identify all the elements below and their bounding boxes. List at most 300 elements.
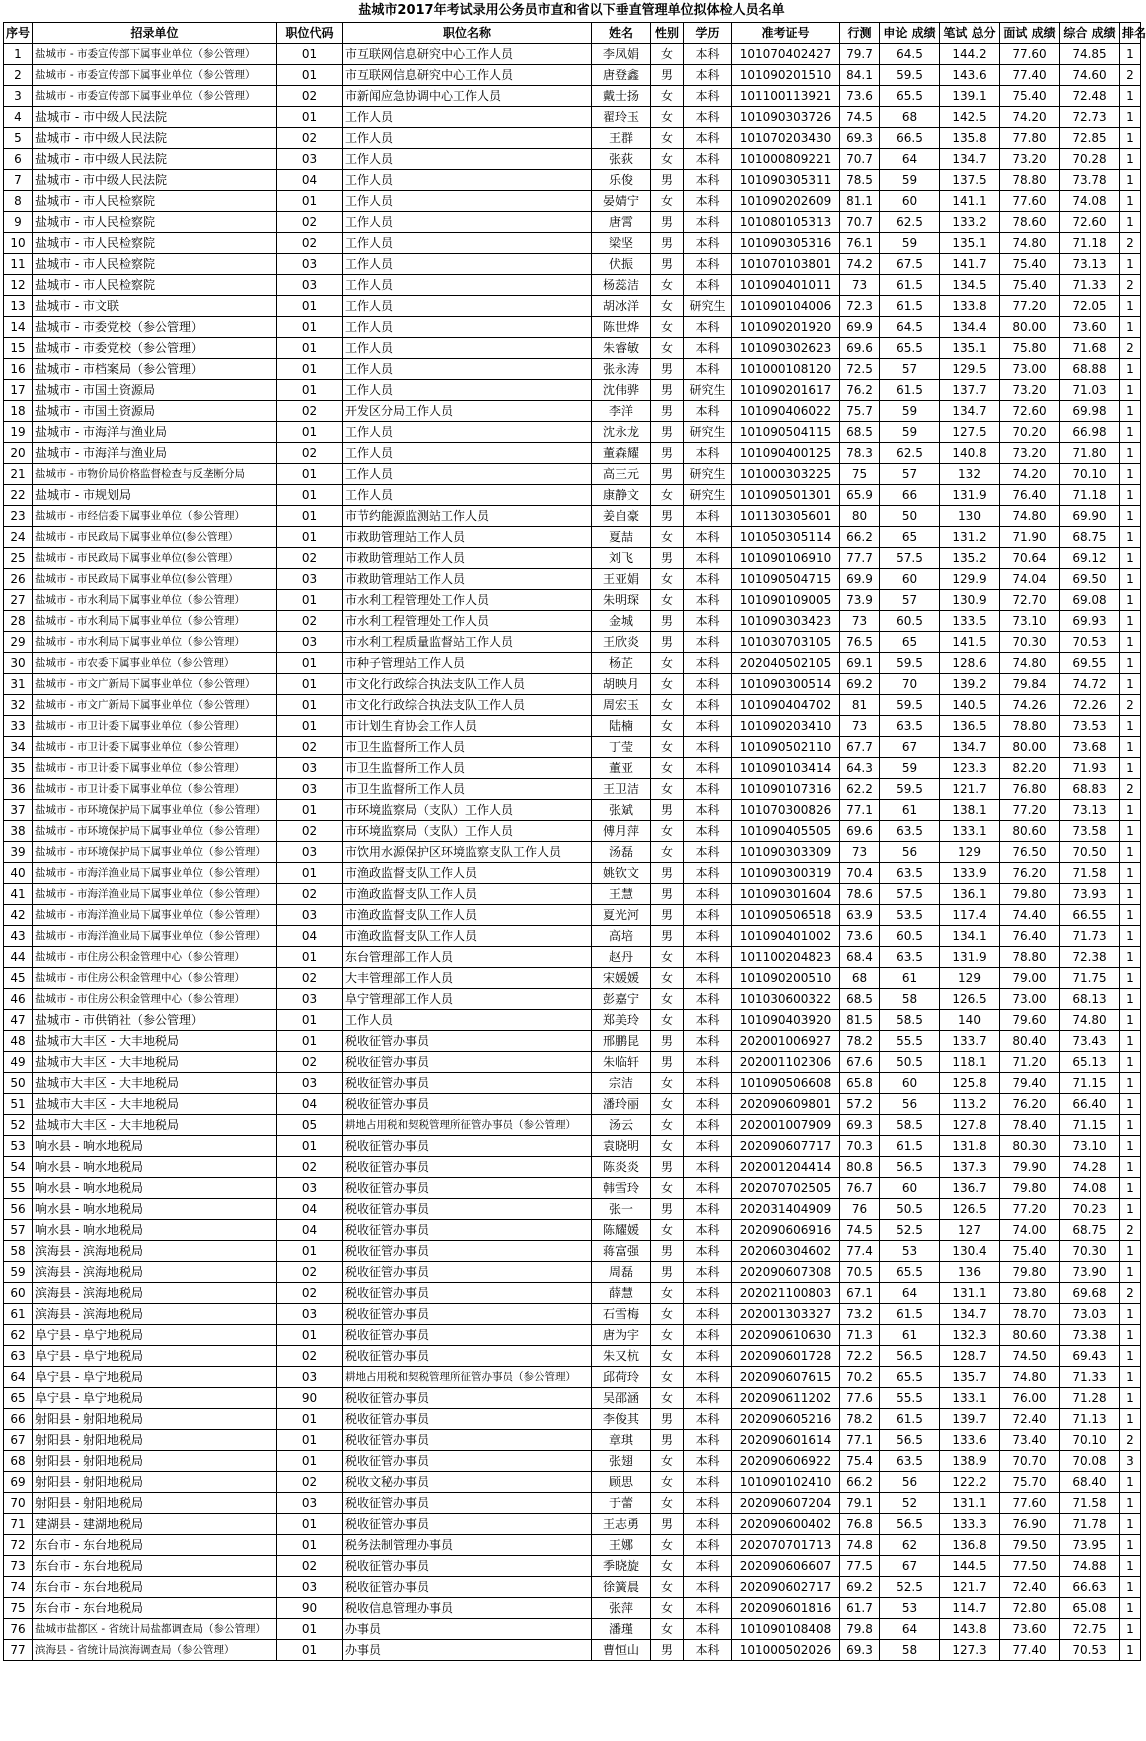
cell-interview: 80.60 bbox=[1000, 1325, 1060, 1346]
cell-interview: 74.26 bbox=[1000, 695, 1060, 716]
cell-position-code: 02 bbox=[277, 611, 343, 632]
cell-aptitude: 81 bbox=[840, 695, 880, 716]
cell-composite: 74.72 bbox=[1060, 674, 1120, 695]
cell-gender: 男 bbox=[651, 443, 684, 464]
cell-gender: 女 bbox=[651, 191, 684, 212]
cell-written-total: 133.9 bbox=[940, 863, 1000, 884]
cell-seq: 29 bbox=[4, 632, 33, 653]
cell-seq: 54 bbox=[4, 1157, 33, 1178]
cell-unit: 盐城市 - 市规划局 bbox=[33, 485, 277, 506]
cell-gender: 男 bbox=[651, 905, 684, 926]
cell-gender: 女 bbox=[651, 1598, 684, 1619]
cell-interview: 73.10 bbox=[1000, 611, 1060, 632]
table-row bbox=[4, 1598, 1141, 1619]
cell-name: 傅月萍 bbox=[592, 821, 651, 842]
cell-rank: 1 bbox=[1120, 443, 1141, 464]
cell-exam-id: 202090602717 bbox=[732, 1577, 840, 1598]
cell-seq: 68 bbox=[4, 1451, 33, 1472]
cell-position-code: 02 bbox=[277, 86, 343, 107]
cell-education: 本科 bbox=[684, 506, 732, 527]
cell-composite: 66.55 bbox=[1060, 905, 1120, 926]
cell-gender: 女 bbox=[651, 1283, 684, 1304]
cell-aptitude: 76.2 bbox=[840, 380, 880, 401]
cell-position-name: 市文化行政综合执法支队工作人员 bbox=[343, 674, 592, 695]
cell-aptitude: 76 bbox=[840, 1199, 880, 1220]
cell-aptitude: 78.3 bbox=[840, 443, 880, 464]
cell-composite: 72.48 bbox=[1060, 86, 1120, 107]
cell-name: 伏振 bbox=[592, 254, 651, 275]
cell-gender: 女 bbox=[651, 44, 684, 65]
cell-unit: 盐城市 - 市中级人民法院 bbox=[33, 128, 277, 149]
cell-essay: 67 bbox=[880, 737, 940, 758]
table-row bbox=[4, 1283, 1141, 1304]
cell-education: 本科 bbox=[684, 548, 732, 569]
cell-seq: 53 bbox=[4, 1136, 33, 1157]
cell-position-name: 市卫生监督所工作人员 bbox=[343, 779, 592, 800]
cell-seq: 51 bbox=[4, 1094, 33, 1115]
cell-seq: 20 bbox=[4, 443, 33, 464]
cell-written-total: 136 bbox=[940, 1262, 1000, 1283]
cell-interview: 80.40 bbox=[1000, 1031, 1060, 1052]
cell-aptitude: 72.3 bbox=[840, 296, 880, 317]
cell-position-code: 02 bbox=[277, 1472, 343, 1493]
cell-aptitude: 72.5 bbox=[840, 359, 880, 380]
cell-gender: 女 bbox=[651, 821, 684, 842]
cell-written-total: 134.5 bbox=[940, 275, 1000, 296]
cell-exam-id: 101090201510 bbox=[732, 65, 840, 86]
cell-written-total: 130 bbox=[940, 506, 1000, 527]
cell-aptitude: 81.5 bbox=[840, 1010, 880, 1031]
cell-aptitude: 75 bbox=[840, 464, 880, 485]
cell-name: 周宏玉 bbox=[592, 695, 651, 716]
table-row bbox=[4, 191, 1141, 212]
cell-position-code: 02 bbox=[277, 233, 343, 254]
cell-interview: 75.40 bbox=[1000, 86, 1060, 107]
cell-composite: 72.26 bbox=[1060, 695, 1120, 716]
cell-essay: 61.5 bbox=[880, 1136, 940, 1157]
cell-interview: 76.00 bbox=[1000, 1388, 1060, 1409]
cell-position-name: 税收征管办事员 bbox=[343, 1577, 592, 1598]
cell-essay: 65.5 bbox=[880, 86, 940, 107]
cell-education: 本科 bbox=[684, 1430, 732, 1451]
cell-essay: 61.5 bbox=[880, 275, 940, 296]
cell-position-name: 税收征管办事员 bbox=[343, 1220, 592, 1241]
cell-education: 本科 bbox=[684, 926, 732, 947]
cell-essay: 63.5 bbox=[880, 716, 940, 737]
cell-aptitude: 76.1 bbox=[840, 233, 880, 254]
cell-seq: 13 bbox=[4, 296, 33, 317]
cell-position-name: 税收征管办事员 bbox=[343, 1325, 592, 1346]
cell-education: 本科 bbox=[684, 863, 732, 884]
cell-position-name: 税收征管办事员 bbox=[343, 1073, 592, 1094]
table-row bbox=[4, 1115, 1141, 1136]
cell-essay: 63.5 bbox=[880, 821, 940, 842]
cell-written-total: 133.2 bbox=[940, 212, 1000, 233]
cell-unit: 盐城市 - 市环境保护局下属事业单位（参公管理） bbox=[33, 821, 277, 842]
cell-gender: 女 bbox=[651, 1367, 684, 1388]
cell-aptitude: 72.2 bbox=[840, 1346, 880, 1367]
cell-position-name: 工作人员 bbox=[343, 191, 592, 212]
table-row bbox=[4, 1157, 1141, 1178]
cell-position-name: 市水利工程管理处工作人员 bbox=[343, 611, 592, 632]
cell-written-total: 132.3 bbox=[940, 1325, 1000, 1346]
cell-position-code: 90 bbox=[277, 1598, 343, 1619]
cell-interview: 74.80 bbox=[1000, 653, 1060, 674]
cell-essay: 56 bbox=[880, 1094, 940, 1115]
cell-position-code: 04 bbox=[277, 926, 343, 947]
cell-unit: 盐城市 - 市环境保护局下属事业单位（参公管理） bbox=[33, 800, 277, 821]
cell-name: 夏光河 bbox=[592, 905, 651, 926]
cell-interview: 79.00 bbox=[1000, 968, 1060, 989]
cell-gender: 男 bbox=[651, 1052, 684, 1073]
cell-rank: 1 bbox=[1120, 989, 1141, 1010]
cell-unit: 盐城市 - 市委宣传部下属事业单位（参公管理） bbox=[33, 65, 277, 86]
cell-position-name: 税收征管办事员 bbox=[343, 1031, 592, 1052]
cell-name: 曹恒山 bbox=[592, 1640, 651, 1661]
cell-exam-id: 101000303225 bbox=[732, 464, 840, 485]
cell-written-total: 127.8 bbox=[940, 1115, 1000, 1136]
cell-unit: 盐城市 - 市人民检察院 bbox=[33, 254, 277, 275]
cell-essay: 56.5 bbox=[880, 1514, 940, 1535]
cell-name: 邢鹏昆 bbox=[592, 1031, 651, 1052]
cell-education: 本科 bbox=[684, 800, 732, 821]
cell-interview: 76.50 bbox=[1000, 842, 1060, 863]
cell-rank: 1 bbox=[1120, 1346, 1141, 1367]
cell-position-name: 市卫生监督所工作人员 bbox=[343, 737, 592, 758]
cell-exam-id: 101090104006 bbox=[732, 296, 840, 317]
cell-position-name: 市互联网信息研究中心工作人员 bbox=[343, 44, 592, 65]
cell-written-total: 137.7 bbox=[940, 380, 1000, 401]
cell-composite: 68.13 bbox=[1060, 989, 1120, 1010]
cell-composite: 70.10 bbox=[1060, 464, 1120, 485]
cell-seq: 40 bbox=[4, 863, 33, 884]
cell-name: 李俊其 bbox=[592, 1409, 651, 1430]
cell-composite: 73.38 bbox=[1060, 1325, 1120, 1346]
cell-essay: 61 bbox=[880, 1325, 940, 1346]
cell-rank: 1 bbox=[1120, 569, 1141, 590]
cell-rank: 1 bbox=[1120, 1073, 1141, 1094]
cell-essay: 60.5 bbox=[880, 926, 940, 947]
cell-gender: 男 bbox=[651, 1157, 684, 1178]
cell-composite: 74.88 bbox=[1060, 1556, 1120, 1577]
table-row bbox=[4, 338, 1141, 359]
cell-essay: 59.5 bbox=[880, 65, 940, 86]
cell-position-name: 市水利工程管理处工作人员 bbox=[343, 590, 592, 611]
cell-rank: 2 bbox=[1120, 338, 1141, 359]
cell-written-total: 136.7 bbox=[940, 1178, 1000, 1199]
cell-composite: 70.23 bbox=[1060, 1199, 1120, 1220]
cell-aptitude: 74.5 bbox=[840, 1220, 880, 1241]
cell-exam-id: 202060304602 bbox=[732, 1241, 840, 1262]
cell-seq: 43 bbox=[4, 926, 33, 947]
cell-unit: 东台市 - 东台地税局 bbox=[33, 1535, 277, 1556]
cell-position-code: 01 bbox=[277, 65, 343, 86]
cell-essay: 61.5 bbox=[880, 296, 940, 317]
cell-composite: 71.33 bbox=[1060, 1367, 1120, 1388]
cell-exam-id: 101000809221 bbox=[732, 149, 840, 170]
cell-aptitude: 69.9 bbox=[840, 317, 880, 338]
table-row bbox=[4, 632, 1141, 653]
cell-essay: 61.5 bbox=[880, 380, 940, 401]
cell-seq: 9 bbox=[4, 212, 33, 233]
cell-composite: 72.73 bbox=[1060, 107, 1120, 128]
cell-interview: 73.60 bbox=[1000, 1619, 1060, 1640]
cell-written-total: 139.1 bbox=[940, 86, 1000, 107]
cell-seq: 10 bbox=[4, 233, 33, 254]
cell-education: 研究生 bbox=[684, 464, 732, 485]
cell-seq: 75 bbox=[4, 1598, 33, 1619]
cell-essay: 63.5 bbox=[880, 863, 940, 884]
cell-aptitude: 70.5 bbox=[840, 1262, 880, 1283]
cell-position-name: 税收征管办事员 bbox=[343, 1052, 592, 1073]
cell-gender: 男 bbox=[651, 1262, 684, 1283]
cell-essay: 50.5 bbox=[880, 1199, 940, 1220]
table-body bbox=[4, 44, 1141, 1661]
cell-position-code: 03 bbox=[277, 1178, 343, 1199]
cell-position-code: 01 bbox=[277, 947, 343, 968]
cell-essay: 67 bbox=[880, 1556, 940, 1577]
cell-gender: 男 bbox=[651, 212, 684, 233]
cell-exam-id: 101090502110 bbox=[732, 737, 840, 758]
cell-exam-id: 202090601728 bbox=[732, 1346, 840, 1367]
cell-gender: 女 bbox=[651, 107, 684, 128]
table-row bbox=[4, 1388, 1141, 1409]
cell-rank: 1 bbox=[1120, 212, 1141, 233]
table-row bbox=[4, 1304, 1141, 1325]
cell-interview: 77.60 bbox=[1000, 44, 1060, 65]
cell-rank: 1 bbox=[1120, 359, 1141, 380]
cell-position-code: 03 bbox=[277, 149, 343, 170]
cell-education: 本科 bbox=[684, 527, 732, 548]
cell-composite: 70.30 bbox=[1060, 1241, 1120, 1262]
cell-rank: 1 bbox=[1120, 107, 1141, 128]
cell-education: 本科 bbox=[684, 989, 732, 1010]
cell-essay: 65.5 bbox=[880, 1262, 940, 1283]
cell-seq: 74 bbox=[4, 1577, 33, 1598]
cell-aptitude: 77.4 bbox=[840, 1241, 880, 1262]
cell-education: 本科 bbox=[684, 254, 732, 275]
cell-education: 本科 bbox=[684, 1325, 732, 1346]
cell-essay: 57 bbox=[880, 590, 940, 611]
cell-position-name: 市救助管理站工作人员 bbox=[343, 569, 592, 590]
cell-exam-id: 101090300319 bbox=[732, 863, 840, 884]
cell-exam-id: 101090106910 bbox=[732, 548, 840, 569]
cell-exam-id: 101070203430 bbox=[732, 128, 840, 149]
cell-exam-id: 101070402427 bbox=[732, 44, 840, 65]
cell-gender: 女 bbox=[651, 590, 684, 611]
cell-education: 本科 bbox=[684, 170, 732, 191]
cell-unit: 盐城市 - 市委宣传部下属事业单位（参公管理） bbox=[33, 44, 277, 65]
cell-composite: 72.60 bbox=[1060, 212, 1120, 233]
cell-position-code: 02 bbox=[277, 548, 343, 569]
cell-exam-id: 101090300514 bbox=[732, 674, 840, 695]
cell-position-name: 工作人员 bbox=[343, 443, 592, 464]
cell-unit: 响水县 - 响水地税局 bbox=[33, 1178, 277, 1199]
cell-position-code: 03 bbox=[277, 758, 343, 779]
cell-composite: 74.60 bbox=[1060, 65, 1120, 86]
cell-rank: 1 bbox=[1120, 317, 1141, 338]
cell-education: 本科 bbox=[684, 128, 732, 149]
cell-position-code: 01 bbox=[277, 107, 343, 128]
cell-rank: 1 bbox=[1120, 401, 1141, 422]
cell-name: 沈伟骅 bbox=[592, 380, 651, 401]
cell-aptitude: 69.2 bbox=[840, 674, 880, 695]
cell-written-total: 131.8 bbox=[940, 1136, 1000, 1157]
cell-interview: 74.80 bbox=[1000, 506, 1060, 527]
cell-seq: 5 bbox=[4, 128, 33, 149]
table-row bbox=[4, 590, 1141, 611]
cell-essay: 58.5 bbox=[880, 1010, 940, 1031]
cell-interview: 73.80 bbox=[1000, 1283, 1060, 1304]
cell-aptitude: 65.9 bbox=[840, 485, 880, 506]
cell-aptitude: 74.8 bbox=[840, 1535, 880, 1556]
cell-interview: 72.70 bbox=[1000, 590, 1060, 611]
cell-aptitude: 70.2 bbox=[840, 1367, 880, 1388]
cell-unit: 盐城市 - 市海洋与渔业局 bbox=[33, 422, 277, 443]
cell-position-code: 01 bbox=[277, 1514, 343, 1535]
cell-gender: 女 bbox=[651, 1010, 684, 1031]
cell-composite: 66.63 bbox=[1060, 1577, 1120, 1598]
cell-aptitude: 75.7 bbox=[840, 401, 880, 422]
cell-unit: 阜宁县 - 阜宁地税局 bbox=[33, 1325, 277, 1346]
cell-essay: 56 bbox=[880, 842, 940, 863]
cell-seq: 64 bbox=[4, 1367, 33, 1388]
cell-composite: 69.90 bbox=[1060, 506, 1120, 527]
table-row bbox=[4, 989, 1141, 1010]
cell-exam-id: 101090404702 bbox=[732, 695, 840, 716]
cell-exam-id: 101090303726 bbox=[732, 107, 840, 128]
cell-interview: 80.60 bbox=[1000, 821, 1060, 842]
cell-interview: 71.20 bbox=[1000, 1052, 1060, 1073]
cell-gender: 女 bbox=[651, 1472, 684, 1493]
cell-unit: 响水县 - 响水地税局 bbox=[33, 1157, 277, 1178]
cell-aptitude: 73.9 bbox=[840, 590, 880, 611]
cell-gender: 男 bbox=[651, 611, 684, 632]
cell-essay: 56 bbox=[880, 1472, 940, 1493]
cell-composite: 70.08 bbox=[1060, 1451, 1120, 1472]
cell-written-total: 141.1 bbox=[940, 191, 1000, 212]
cell-unit: 盐城市 - 市文广新局下属事业单位（参公管理） bbox=[33, 695, 277, 716]
cell-aptitude: 74.2 bbox=[840, 254, 880, 275]
cell-exam-id: 101000502026 bbox=[732, 1640, 840, 1661]
cell-interview: 73.20 bbox=[1000, 380, 1060, 401]
cell-exam-id: 101090405505 bbox=[732, 821, 840, 842]
cell-name: 韩雪玲 bbox=[592, 1178, 651, 1199]
cell-gender: 女 bbox=[651, 842, 684, 863]
cell-rank: 2 bbox=[1120, 275, 1141, 296]
table-row bbox=[4, 233, 1141, 254]
cell-essay: 50 bbox=[880, 506, 940, 527]
cell-name: 金城 bbox=[592, 611, 651, 632]
cell-interview: 74.80 bbox=[1000, 1367, 1060, 1388]
cell-aptitude: 77.5 bbox=[840, 1556, 880, 1577]
cell-gender: 男 bbox=[651, 884, 684, 905]
cell-position-code: 01 bbox=[277, 716, 343, 737]
cell-exam-id: 202090611202 bbox=[732, 1388, 840, 1409]
cell-interview: 70.30 bbox=[1000, 632, 1060, 653]
cell-unit: 盐城市 - 市海洋渔业局下属事业单位（参公管理） bbox=[33, 884, 277, 905]
cell-position-code: 01 bbox=[277, 506, 343, 527]
cell-position-code: 02 bbox=[277, 968, 343, 989]
cell-exam-id: 202090606607 bbox=[732, 1556, 840, 1577]
cell-aptitude: 77.6 bbox=[840, 1388, 880, 1409]
cell-seq: 41 bbox=[4, 884, 33, 905]
cell-composite: 69.43 bbox=[1060, 1346, 1120, 1367]
cell-gender: 女 bbox=[651, 1556, 684, 1577]
cell-essay: 57 bbox=[880, 464, 940, 485]
cell-education: 本科 bbox=[684, 1535, 732, 1556]
cell-unit: 响水县 - 响水地税局 bbox=[33, 1136, 277, 1157]
cell-written-total: 129.9 bbox=[940, 569, 1000, 590]
cell-rank: 1 bbox=[1120, 464, 1141, 485]
cell-position-name: 市水利工程质量监督站工作人员 bbox=[343, 632, 592, 653]
cell-name: 张永涛 bbox=[592, 359, 651, 380]
table-row bbox=[4, 1640, 1141, 1661]
cell-composite: 74.85 bbox=[1060, 44, 1120, 65]
cell-exam-id: 101090102410 bbox=[732, 1472, 840, 1493]
cell-essay: 53.5 bbox=[880, 905, 940, 926]
cell-interview: 77.60 bbox=[1000, 191, 1060, 212]
cell-education: 本科 bbox=[684, 821, 732, 842]
cell-written-total: 131.1 bbox=[940, 1283, 1000, 1304]
cell-written-total: 134.7 bbox=[940, 401, 1000, 422]
cell-rank: 1 bbox=[1120, 380, 1141, 401]
cell-interview: 79.90 bbox=[1000, 1157, 1060, 1178]
cell-position-name: 市节约能源监测站工作人员 bbox=[343, 506, 592, 527]
cell-seq: 69 bbox=[4, 1472, 33, 1493]
cell-position-code: 03 bbox=[277, 1073, 343, 1094]
cell-position-code: 02 bbox=[277, 128, 343, 149]
cell-education: 本科 bbox=[684, 1010, 732, 1031]
cell-position-name: 税务法制管理办事员 bbox=[343, 1535, 592, 1556]
table-row bbox=[4, 212, 1141, 233]
cell-name: 王卫洁 bbox=[592, 779, 651, 800]
cell-seq: 70 bbox=[4, 1493, 33, 1514]
cell-gender: 女 bbox=[651, 317, 684, 338]
cell-unit: 滨海县 - 滨海地税局 bbox=[33, 1304, 277, 1325]
cell-seq: 33 bbox=[4, 716, 33, 737]
cell-unit: 盐城市 - 市海洋渔业局下属事业单位（参公管理） bbox=[33, 926, 277, 947]
cell-aptitude: 78.6 bbox=[840, 884, 880, 905]
cell-seq: 27 bbox=[4, 590, 33, 611]
cell-position-code: 02 bbox=[277, 1157, 343, 1178]
cell-education: 本科 bbox=[684, 443, 732, 464]
cell-gender: 男 bbox=[651, 464, 684, 485]
cell-education: 本科 bbox=[684, 779, 732, 800]
cell-rank: 1 bbox=[1120, 191, 1141, 212]
cell-exam-id: 101090202609 bbox=[732, 191, 840, 212]
cell-composite: 70.53 bbox=[1060, 1640, 1120, 1661]
cell-name: 薛慧 bbox=[592, 1283, 651, 1304]
cell-aptitude: 77.1 bbox=[840, 800, 880, 821]
cell-aptitude: 68.4 bbox=[840, 947, 880, 968]
table-row bbox=[4, 1073, 1141, 1094]
cell-essay: 50.5 bbox=[880, 1052, 940, 1073]
cell-essay: 66 bbox=[880, 485, 940, 506]
cell-education: 本科 bbox=[684, 338, 732, 359]
table-row bbox=[4, 695, 1141, 716]
header-name: 姓名 bbox=[592, 23, 651, 44]
cell-gender: 女 bbox=[651, 527, 684, 548]
cell-exam-id: 202070702505 bbox=[732, 1178, 840, 1199]
cell-composite: 66.98 bbox=[1060, 422, 1120, 443]
cell-gender: 男 bbox=[651, 506, 684, 527]
cell-interview: 77.20 bbox=[1000, 296, 1060, 317]
cell-seq: 3 bbox=[4, 86, 33, 107]
table-row bbox=[4, 1010, 1141, 1031]
table-row bbox=[4, 884, 1141, 905]
cell-exam-id: 101090203410 bbox=[732, 716, 840, 737]
